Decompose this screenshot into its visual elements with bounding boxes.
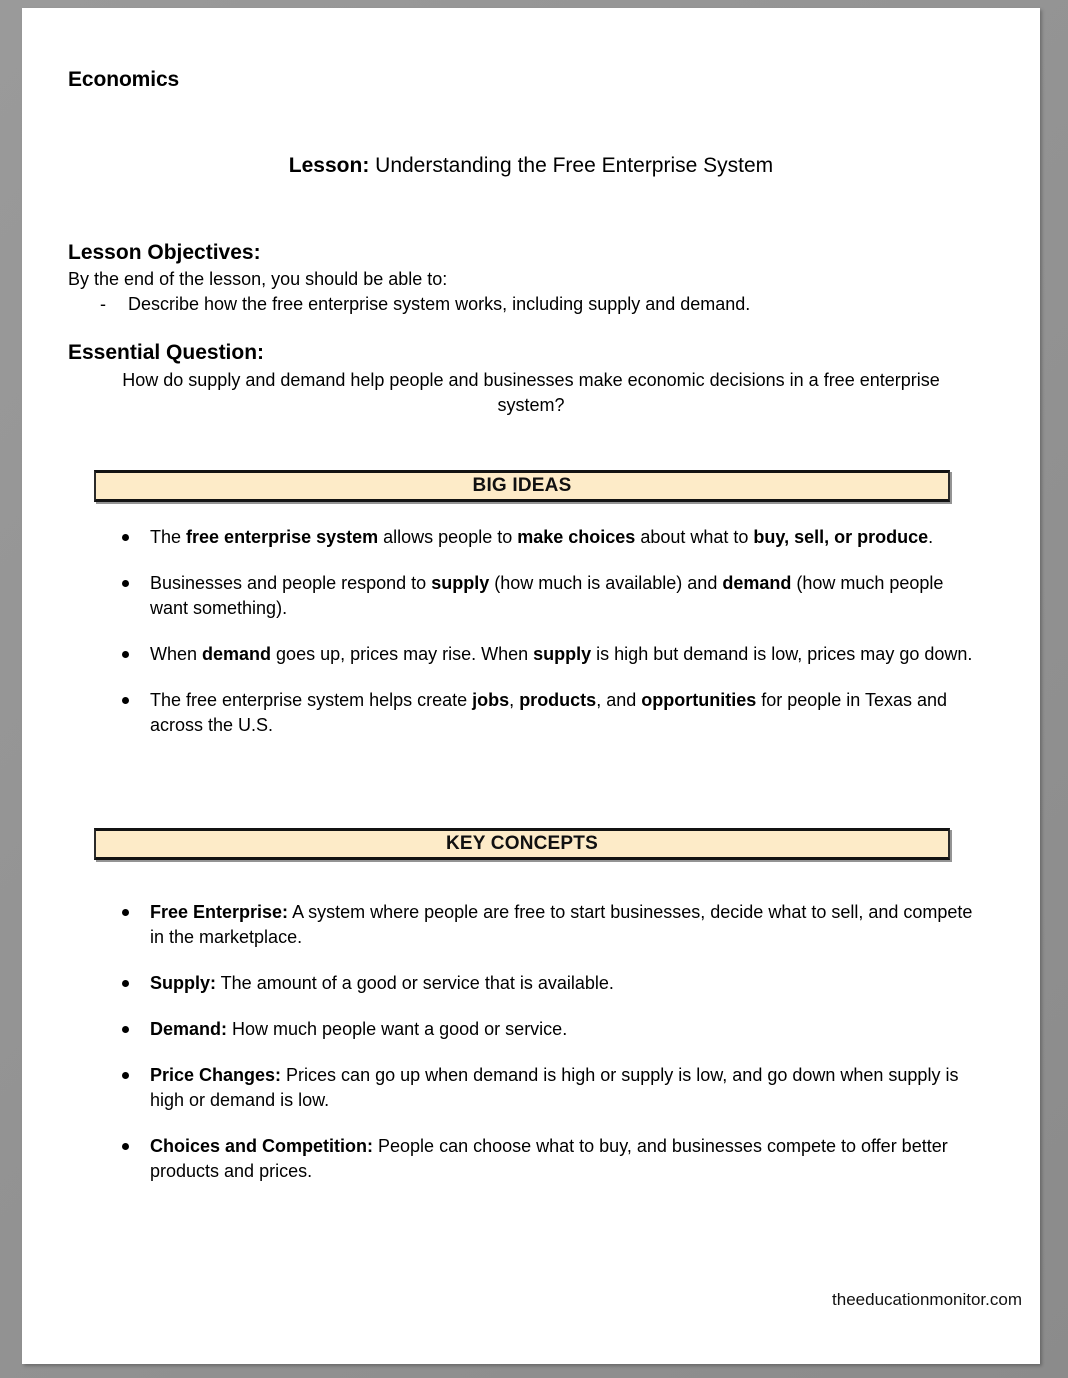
key-concepts-banner-label: KEY CONCEPTS — [446, 833, 598, 854]
lesson-title-text: Understanding the Free Enterprise System — [369, 154, 774, 177]
bullet-dot-icon — [122, 697, 129, 704]
bullet-dot-icon — [122, 1143, 129, 1150]
bullet-dot-icon — [122, 1072, 129, 1079]
list-item-text: Choices and Competition: People can choose what to buy, and businesses compete to offer better products and prices. — [150, 1136, 948, 1181]
list-item — [100, 642, 980, 667]
list-item-text: Price Changes: Prices can go up when demand is high or supply is low, and go down when supply is high or demand is low. — [150, 1065, 959, 1110]
essential-question-text: How do supply and demand help people and businesses make economic decisions in a free enterprise system? — [122, 370, 940, 415]
list-item-text: Businesses and people respond to supply (how much is available) and demand (how much people want something). — [150, 573, 944, 618]
list-item-text: Free Enterprise: A system where people are free to start businesses, decide what to sell, and compete in the marketplace. — [150, 902, 973, 947]
list-item — [100, 1017, 980, 1042]
bullet-dot-icon — [122, 534, 129, 541]
footer-source: theeducationmonitor.com — [832, 1290, 1022, 1309]
big-ideas-list — [100, 525, 980, 738]
list-item — [100, 525, 980, 550]
list-item — [100, 900, 980, 950]
lesson-objectives-lead: By the end of the lesson, you should be able to: — [68, 269, 448, 289]
lesson-title — [22, 154, 1040, 178]
list-item-text: The free enterprise system allows people to make choices about what to buy, sell, or produce. — [150, 527, 934, 547]
list-item-text: Demand: How much people want a good or service. — [150, 1019, 568, 1039]
dash-marker-icon: - — [100, 294, 106, 314]
big-ideas-banner-label: BIG IDEAS — [472, 475, 572, 496]
list-item — [100, 1063, 980, 1113]
lesson-objectives-heading: Lesson Objectives: — [68, 241, 261, 264]
list-item — [100, 971, 980, 996]
page-title: Economics — [68, 68, 180, 91]
document-page — [22, 8, 1040, 1364]
list-item-text: When demand goes up, prices may rise. When supply is high but demand is low, prices may go down. — [150, 644, 973, 664]
key-concepts-list — [100, 900, 980, 1184]
big-ideas-banner — [94, 470, 950, 502]
key-concepts-banner — [94, 828, 950, 860]
list-item-text: Supply: The amount of a good or service that is available. — [150, 973, 614, 993]
bullet-dot-icon — [122, 580, 129, 587]
bullet-dot-icon — [122, 980, 129, 987]
bullet-dot-icon — [122, 651, 129, 658]
bullet-dot-icon — [122, 909, 129, 916]
list-item — [100, 688, 980, 738]
bullet-dot-icon — [122, 1026, 129, 1033]
list-item-text: The free enterprise system helps create jobs, products, and opportunities for people in Texas and across the U.S. — [150, 690, 948, 735]
lesson-title-label: Lesson: — [288, 154, 370, 177]
document-body — [22, 8, 1040, 1364]
list-item-text: Describe how the free enterprise system works, including supply and demand. — [128, 294, 751, 314]
list-item — [100, 1134, 980, 1184]
lesson-objectives-list — [68, 292, 968, 316]
list-item — [100, 571, 980, 621]
list-item — [68, 292, 968, 316]
essential-question-heading: Essential Question: — [68, 341, 265, 364]
